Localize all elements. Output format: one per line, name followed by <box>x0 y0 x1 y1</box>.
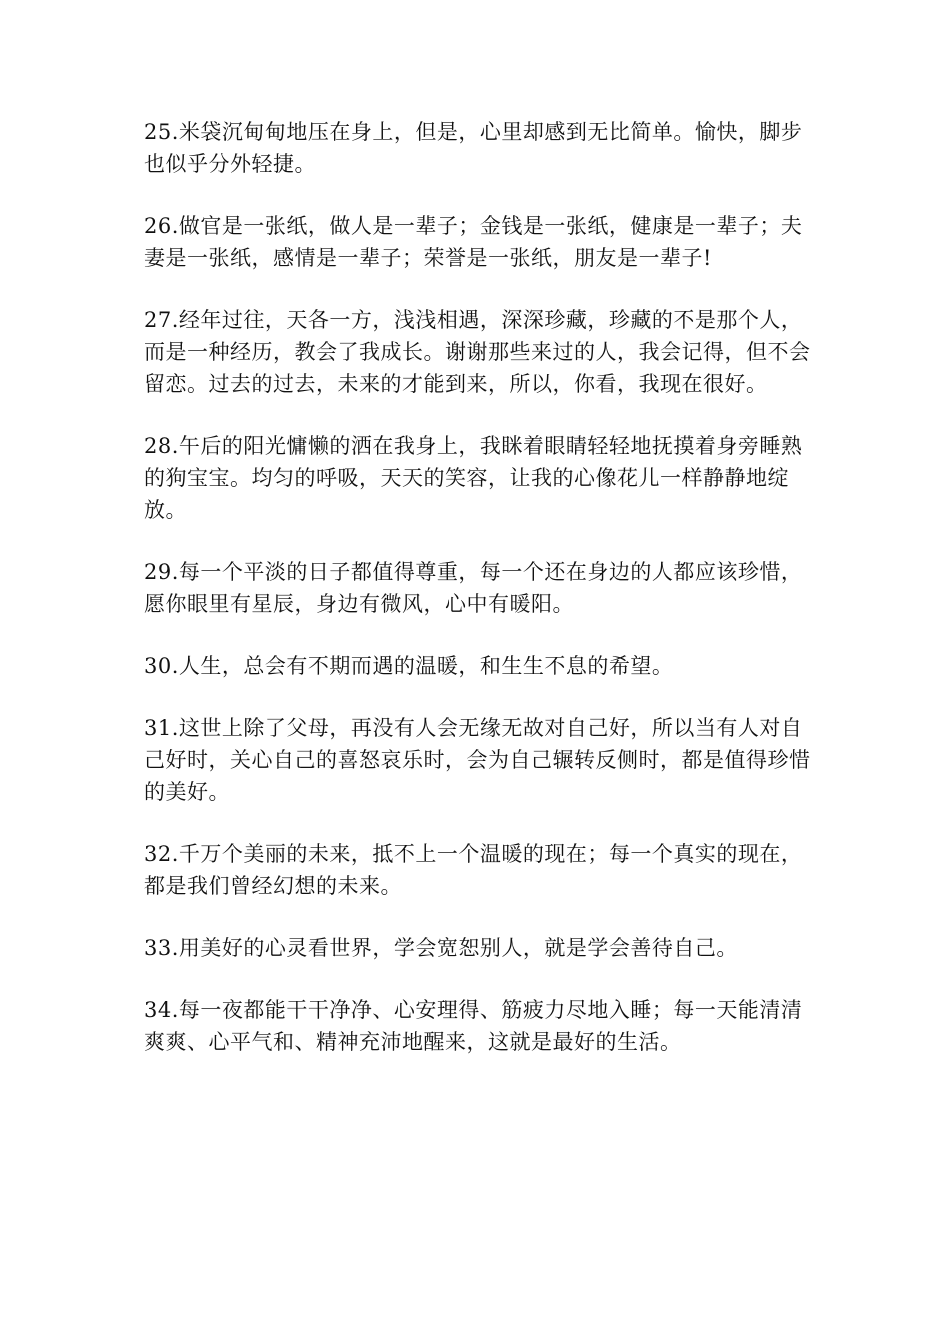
paragraph-30: 30.人生，总会有不期而遇的温暖，和生生不息的希望。 <box>144 654 674 678</box>
document-body <box>144 116 812 1088</box>
paragraph-32: 32.千万个美丽的未来，抵不上一个温暖的现在；每一个真实的现在，都是我们曾经幻想的未来。 <box>144 842 803 898</box>
paragraph-25: 25.米袋沉甸甸地压在身上，但是，心里却感到无比简单。愉快，脚步也似乎分外轻捷。 <box>144 120 803 176</box>
paragraph-29: 29.每一个平淡的日子都值得尊重，每一个还在身边的人都应该珍惜，愿你眼里有星辰，身边有微风，心中有暖阳。 <box>144 560 803 616</box>
paragraph-28: 28.午后的阳光慵懒的洒在我身上，我眯着眼睛轻轻地抚摸着身旁睡熟的狗宝宝。均匀的呼吸，天天的笑容，让我的心像花儿一样静静地绽放。 <box>144 434 803 522</box>
paragraph-26: 26.做官是一张纸，做人是一辈子；金钱是一张纸，健康是一辈子；夫妻是一张纸，感情是一辈子；荣誉是一张纸，朋友是一辈子! <box>144 214 803 270</box>
paragraph-27: 27.经年过往，天各一方，浅浅相遇，深深珍藏，珍藏的不是那个人，而是一种经历，教会了我成长。谢谢那些来过的人，我会记得，但不会留恋。过去的过去，未来的才能到来，所以，你看，我现在很好。 <box>144 308 811 396</box>
paragraph-31: 31.这世上除了父母，再没有人会无缘无故对自己好，所以当有人对自己好时，关心自己的喜怒哀乐时，会为自己辗转反侧时，都是值得珍惜的美好。 <box>144 716 811 804</box>
paragraph-34: 34.每一夜都能干干净净、心安理得、筋疲力尽地入睡；每一天能清清爽爽、心平气和、精神充沛地醒来，这就是最好的生活。 <box>144 998 803 1054</box>
paragraph-33: 33.用美好的心灵看世界，学会宽恕别人，就是学会善待自己。 <box>144 936 738 960</box>
